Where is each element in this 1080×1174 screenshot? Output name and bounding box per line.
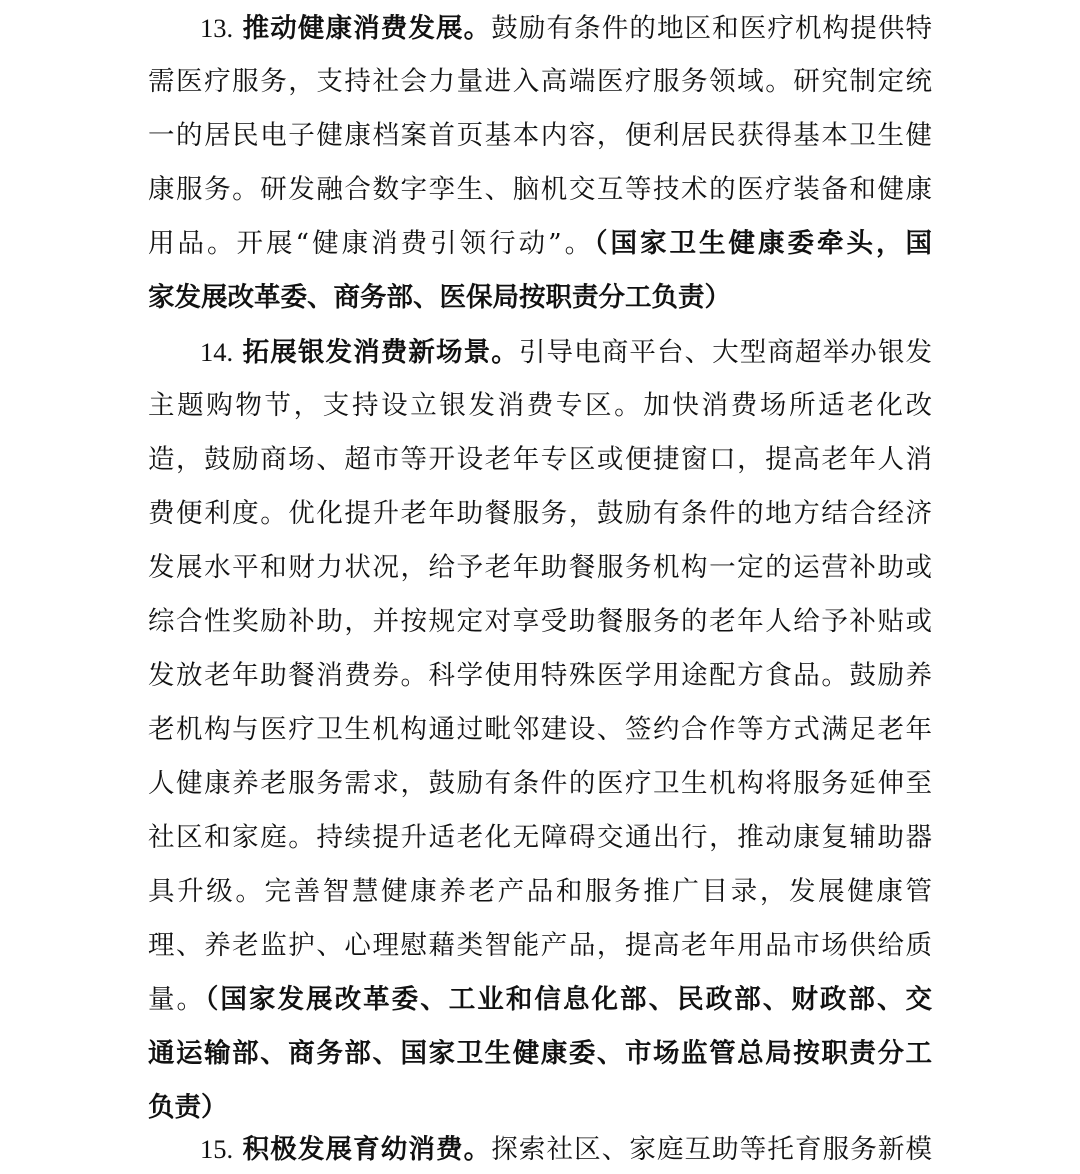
body-line: 一的居民电子健康档案首页基本内容，便利居民获得基本卫生健 — [148, 120, 932, 151]
body-line: 人健康养老服务需求，鼓励有条件的医疗卫生机构将服务延伸至 — [148, 768, 932, 799]
section-heading: 推动健康消费发展。 — [242, 13, 492, 44]
section-number: 15. — [200, 1134, 234, 1164]
body-line: 康服务。研发融合数字孪生、脑机交互等技术的医疗装备和健康 — [148, 174, 932, 205]
responsibility-note: （国家卫生健康委牵头，国 — [594, 228, 932, 259]
body-text: 鼓励有条件的地区和医疗机构提供特 — [491, 13, 932, 44]
section-14-first-line — [200, 325, 932, 379]
responsibility-note-line: 通运输部、商务部、国家卫生健康委、市场监管总局按职责分工 — [148, 1038, 932, 1069]
body-text: 量。 — [148, 984, 206, 1015]
body-line: 主题购物节，支持设立银发消费专区。加快消费场所适老化改 — [148, 390, 932, 421]
body-line: 发放老年助餐消费券。科学使用特殊医学用途配方食品。鼓励养 — [148, 660, 932, 691]
body-line: 理、养老监护、心理慰藉类智能产品，提高老年用品市场供给质 — [148, 930, 932, 961]
body-line: 发展水平和财力状况，给予老年助餐服务机构一定的运营补助或 — [148, 552, 932, 583]
section-number: 14. — [200, 337, 234, 367]
responsibility-note-line: 家发展改革委、商务部、医保局按职责分工负责） — [148, 282, 731, 313]
body-line: 具升级。完善智慧健康养老产品和服务推广目录，发展健康管 — [148, 876, 932, 907]
body-line: 费便利度。优化提升老年助餐服务，鼓励有条件的地方结合经济 — [148, 498, 932, 529]
body-text: 用品。开展“健康消费引领行动”。 — [148, 228, 595, 259]
body-line: 综合性奖励补助，并按规定对享受助餐服务的老年人给予补贴或 — [148, 606, 932, 637]
section-heading: 积极发展育幼消费。 — [242, 1134, 492, 1165]
body-text: 探索社区、家庭互助等托育服务新模 — [491, 1134, 932, 1165]
section-15-first-line — [200, 1122, 932, 1174]
body-line-mixed — [148, 973, 932, 1027]
section-number: 13. — [200, 13, 234, 43]
body-line: 造，鼓励商场、超市等开设老年专区或便捷窗口，提高老年人消 — [148, 444, 932, 475]
body-line: 老机构与医疗卫生机构通过毗邻建设、签约合作等方式满足老年 — [148, 714, 932, 745]
section-heading: 拓展银发消费新场景。 — [242, 337, 519, 368]
body-line: 需医疗服务，支持社会力量进入高端医疗服务领域。研究制定统 — [148, 66, 932, 97]
body-line: 社区和家庭。持续提升适老化无障碍交通出行，推动康复辅助器 — [148, 822, 932, 853]
responsibility-note: （国家发展改革委、工业和信息化部、民政部、财政部、交 — [205, 984, 933, 1015]
body-text: 引导电商平台、大型商超举办银发 — [518, 337, 933, 368]
section-13-first-line — [200, 1, 932, 55]
responsibility-note-line: 负责） — [148, 1092, 228, 1123]
body-line-mixed — [148, 217, 932, 271]
